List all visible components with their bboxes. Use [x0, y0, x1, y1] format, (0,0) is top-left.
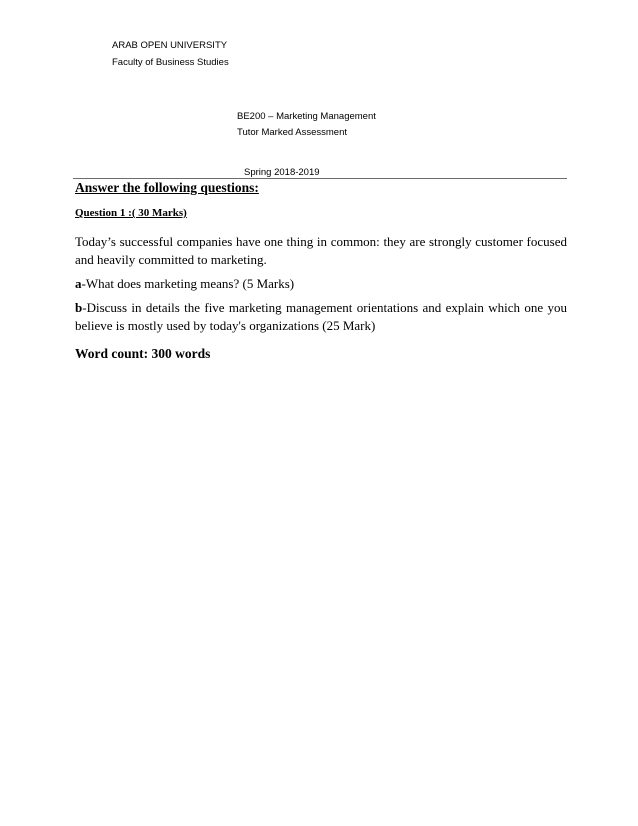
- question-part-a: [75, 275, 567, 293]
- word-count: Word count: 300 words: [75, 346, 211, 361]
- faculty-name: Faculty of Business Studies: [112, 57, 229, 68]
- question-title: Question 1 :( 30 Marks): [75, 207, 187, 219]
- part-b-letter: b: [75, 300, 83, 315]
- instruction-heading: Answer the following questions:: [75, 180, 259, 195]
- question-part-b: [75, 299, 567, 334]
- part-b-text: -Discuss in details the five marketing management orientations and explain which one you believe is mostly used by today's organizations (25 Mark): [75, 300, 567, 333]
- part-a-text: -What does marketing means? (5 Marks): [81, 276, 295, 291]
- university-name: ARAB OPEN UNIVERSITY: [112, 40, 228, 51]
- assessment-type: Tutor Marked Assessment: [237, 127, 347, 138]
- part-a-letter: a: [75, 276, 82, 291]
- question-intro: Today’s successful companies have one thing in common: they are strongly customer focused and heavily committed to marketing.: [75, 234, 567, 267]
- semester-label: Spring 2018-2019: [244, 167, 320, 178]
- course-title: BE200 – Marketing Management: [237, 111, 376, 122]
